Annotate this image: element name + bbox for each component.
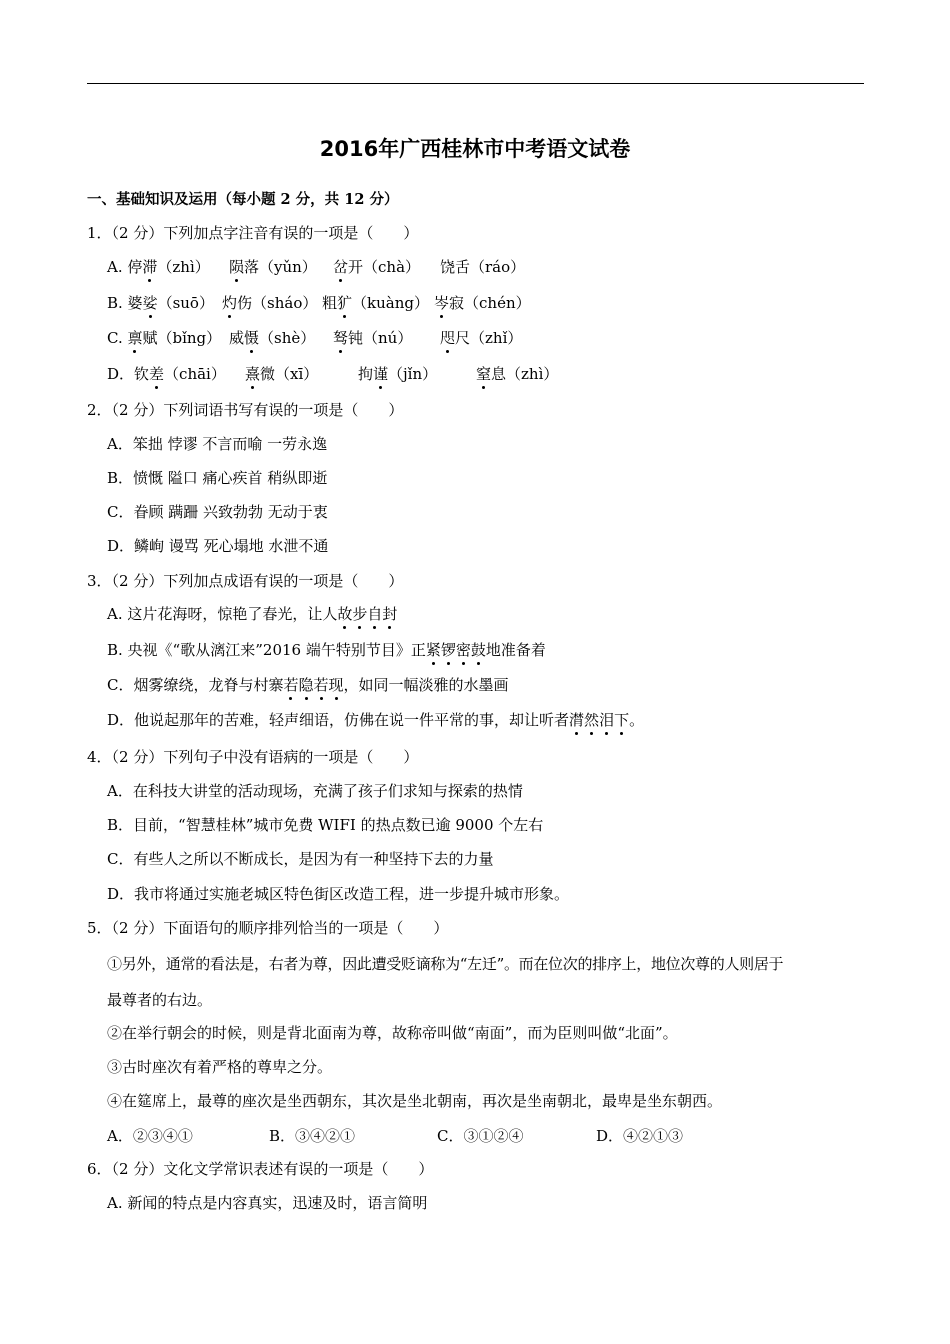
q3-stem: 3．（2 分）下列加点成语有误的一项是（ ） [87, 572, 404, 590]
q1-c-dotted: 禀 [127, 329, 143, 347]
q3-option-b [107, 640, 546, 660]
q1-a-dotted: 岔 [333, 258, 349, 276]
q3-a-text: A. 这片花海呀，惊艳了春光，让人 [107, 605, 338, 623]
q5-sentence-1-cont: 最尊者的右边。 [107, 991, 213, 1009]
q1-a-text: 开（chà） [348, 258, 421, 276]
q1-d-text: （chāi） [164, 365, 226, 383]
q5-stem: 5．（2 分）下面语句的顺序排列恰当的一项是（ ） [87, 919, 449, 937]
emphasis-char: 隐 [298, 676, 314, 694]
emphasis-char: 然 [584, 711, 600, 729]
q1-c-text: 赋（bǐng） [142, 329, 222, 347]
q1-c-dotted: 慑 [244, 329, 260, 347]
q1-a-dotted: 滞 [142, 258, 158, 276]
q4-option-b: B．目前，“智慧桂林”城市免费 WIFI 的热点数已逾 9000 个左右 [107, 816, 544, 834]
q1-b-text: （suō） [157, 294, 214, 312]
q1-c-text: 威 [229, 329, 245, 347]
q5-option-a: A．②③④① [107, 1127, 193, 1145]
header-rule [87, 83, 864, 84]
q2-option-a: A．笨拙 悖谬 不言而喻 一劳永逸 [107, 435, 328, 453]
q3-c-idiom [283, 676, 343, 694]
q1-b-dotted: 娑 [142, 294, 158, 312]
q1-c-dotted: 驽 [333, 329, 349, 347]
emphasis-char: 步 [352, 605, 368, 623]
q1-d-text: （jǐn） [388, 365, 438, 383]
q1-c-dotted: 咫 [440, 329, 456, 347]
q3-d-text: D．他说起那年的苦难，轻声细语，仿佛在说一件平常的事，却让听者 [107, 711, 570, 729]
q1-b-dotted: 灼 [222, 294, 238, 312]
q4-option-d: D．我市将通过实施老城区特色街区改造工程，进一步提升城市形象。 [107, 885, 570, 903]
emphasis-char: 紧 [425, 641, 441, 659]
emphasis-char: 若 [283, 676, 299, 694]
q6-option-a: A. 新闻的特点是内容真实，迅速及时，语言简明 [107, 1194, 428, 1212]
q1-d-text: 息（zhì） [491, 365, 559, 383]
emphasis-char: 密 [455, 641, 471, 659]
emphasis-char: 自 [367, 605, 383, 623]
q3-b-text: B. 央视《“歌从漓江来”2016 端午特别节目》正 [107, 641, 426, 659]
q4-option-a: A．在科技大讲堂的活动现场，充满了孩子们求知与探索的热情 [107, 782, 523, 800]
q1-c-text: C. [107, 329, 128, 347]
q1-a-text: A. 停 [107, 258, 143, 276]
q5-sentence-2: ②在举行朝会的时候，则是背北面南为尊，故称帝叫做“南面”，而为臣则叫做“北面”。 [107, 1024, 678, 1042]
emphasis-char: 若 [313, 676, 329, 694]
q4-stem: 4．（2 分）下列句子中没有语病的一项是（ ） [87, 748, 419, 766]
q3-c-text: C．烟雾缭绕，龙脊与村寨 [107, 676, 284, 694]
q1-option-d [107, 364, 867, 384]
q3-d-text: 。 [629, 711, 645, 729]
q1-b-text: 寂（chén） [449, 294, 531, 312]
q2-stem: 2．（2 分）下列词语书写有误的一项是（ ） [87, 401, 404, 419]
q2-option-c: C．眷顾 蹒跚 兴致勃勃 无动于衷 [107, 503, 328, 521]
q5-sentence-3: ③古时座次有着严格的尊卑之分。 [107, 1058, 333, 1076]
emphasis-char: 封 [382, 605, 398, 623]
q1-b-text: 粗 [322, 294, 338, 312]
q3-a-idiom [337, 605, 397, 623]
q1-d-text: D．钦 [107, 365, 150, 383]
q1-d-dotted: 熹 [245, 365, 261, 383]
q1-a-dotted: 陨 [229, 258, 245, 276]
q1-d-text: 微（xī） [260, 365, 319, 383]
q1-c-text: 尺（zhǐ） [455, 329, 523, 347]
q3-option-c [107, 675, 509, 695]
q5-sentence-4: ④在筵席上，最尊的座次是坐西朝东，其次是坐北朝南，再次是坐南朝北，最卑是坐东朝西。 [107, 1092, 723, 1110]
emphasis-char: 泪 [599, 711, 615, 729]
q5-option-d: D．④②①③ [596, 1127, 684, 1145]
q1-b-dotted: 犷 [337, 294, 353, 312]
q1-a-text: 饶舌（ráo） [440, 258, 526, 276]
q3-option-a [107, 604, 397, 624]
q1-a-text: 落（yǔn） [244, 258, 317, 276]
q1-d-dotted: 谨 [373, 365, 389, 383]
emphasis-char: 锣 [440, 641, 456, 659]
q1-c-text: 钝（nú） [348, 329, 413, 347]
section-heading: 一、基础知识及运用（每小题 2 分，共 12 分） [87, 191, 399, 208]
q3-b-text: 地准备着 [485, 641, 546, 659]
q4-option-c: C．有些人之所以不断成长，是因为有一种坚持下去的力量 [107, 850, 494, 868]
q3-d-idiom [569, 711, 629, 729]
q5-sentence-1: ①另外，通常的看法是，右者为尊，因此遭受贬谪称为“左迁”。而在位次的排序上，地位次尊的人则居于 [107, 955, 784, 973]
emphasis-char: 现 [328, 676, 344, 694]
q3-option-d [107, 710, 644, 730]
page-title: 2016年广西桂林市中考语文试卷 [319, 137, 631, 161]
emphasis-char: 故 [337, 605, 353, 623]
q5-option-c: C．③①②④ [437, 1127, 524, 1145]
q1-option-b [107, 293, 867, 313]
q1-a-text: （zhì） [157, 258, 210, 276]
q2-option-d: D．鳞峋 谩骂 死心塌地 水泄不通 [107, 537, 329, 555]
emphasis-char: 鼓 [470, 641, 486, 659]
q3-b-idiom [426, 641, 486, 659]
emphasis-char: 潸 [569, 711, 585, 729]
q1-d-dotted: 差 [149, 365, 165, 383]
emphasis-char: 下 [614, 711, 630, 729]
q1-option-a [107, 257, 867, 277]
q1-d-text: 拘 [358, 365, 374, 383]
q1-b-text: B. 婆 [107, 294, 143, 312]
q1-c-text: （shè） [259, 329, 316, 347]
q1-b-text: （kuàng） [352, 294, 429, 312]
q5-option-b: B．③④②① [269, 1127, 356, 1145]
q3-c-text: ，如同一幅淡雅的水墨画 [343, 676, 509, 694]
q5-options [107, 1126, 867, 1146]
q1-d-dotted: 窒 [476, 365, 492, 383]
q2-option-b: B．愤慨 隘口 痛心疾首 稍纵即逝 [107, 469, 328, 487]
q1-b-dotted: 岑 [434, 294, 450, 312]
q6-stem: 6．（2 分）文化文学常识表述有误的一项是（ ） [87, 1160, 434, 1178]
q1-option-c [107, 328, 867, 348]
q1-b-text: 伤（sháo） [237, 294, 318, 312]
q1-stem: 1．（2 分）下列加点字注音有误的一项是（ ） [87, 224, 419, 242]
